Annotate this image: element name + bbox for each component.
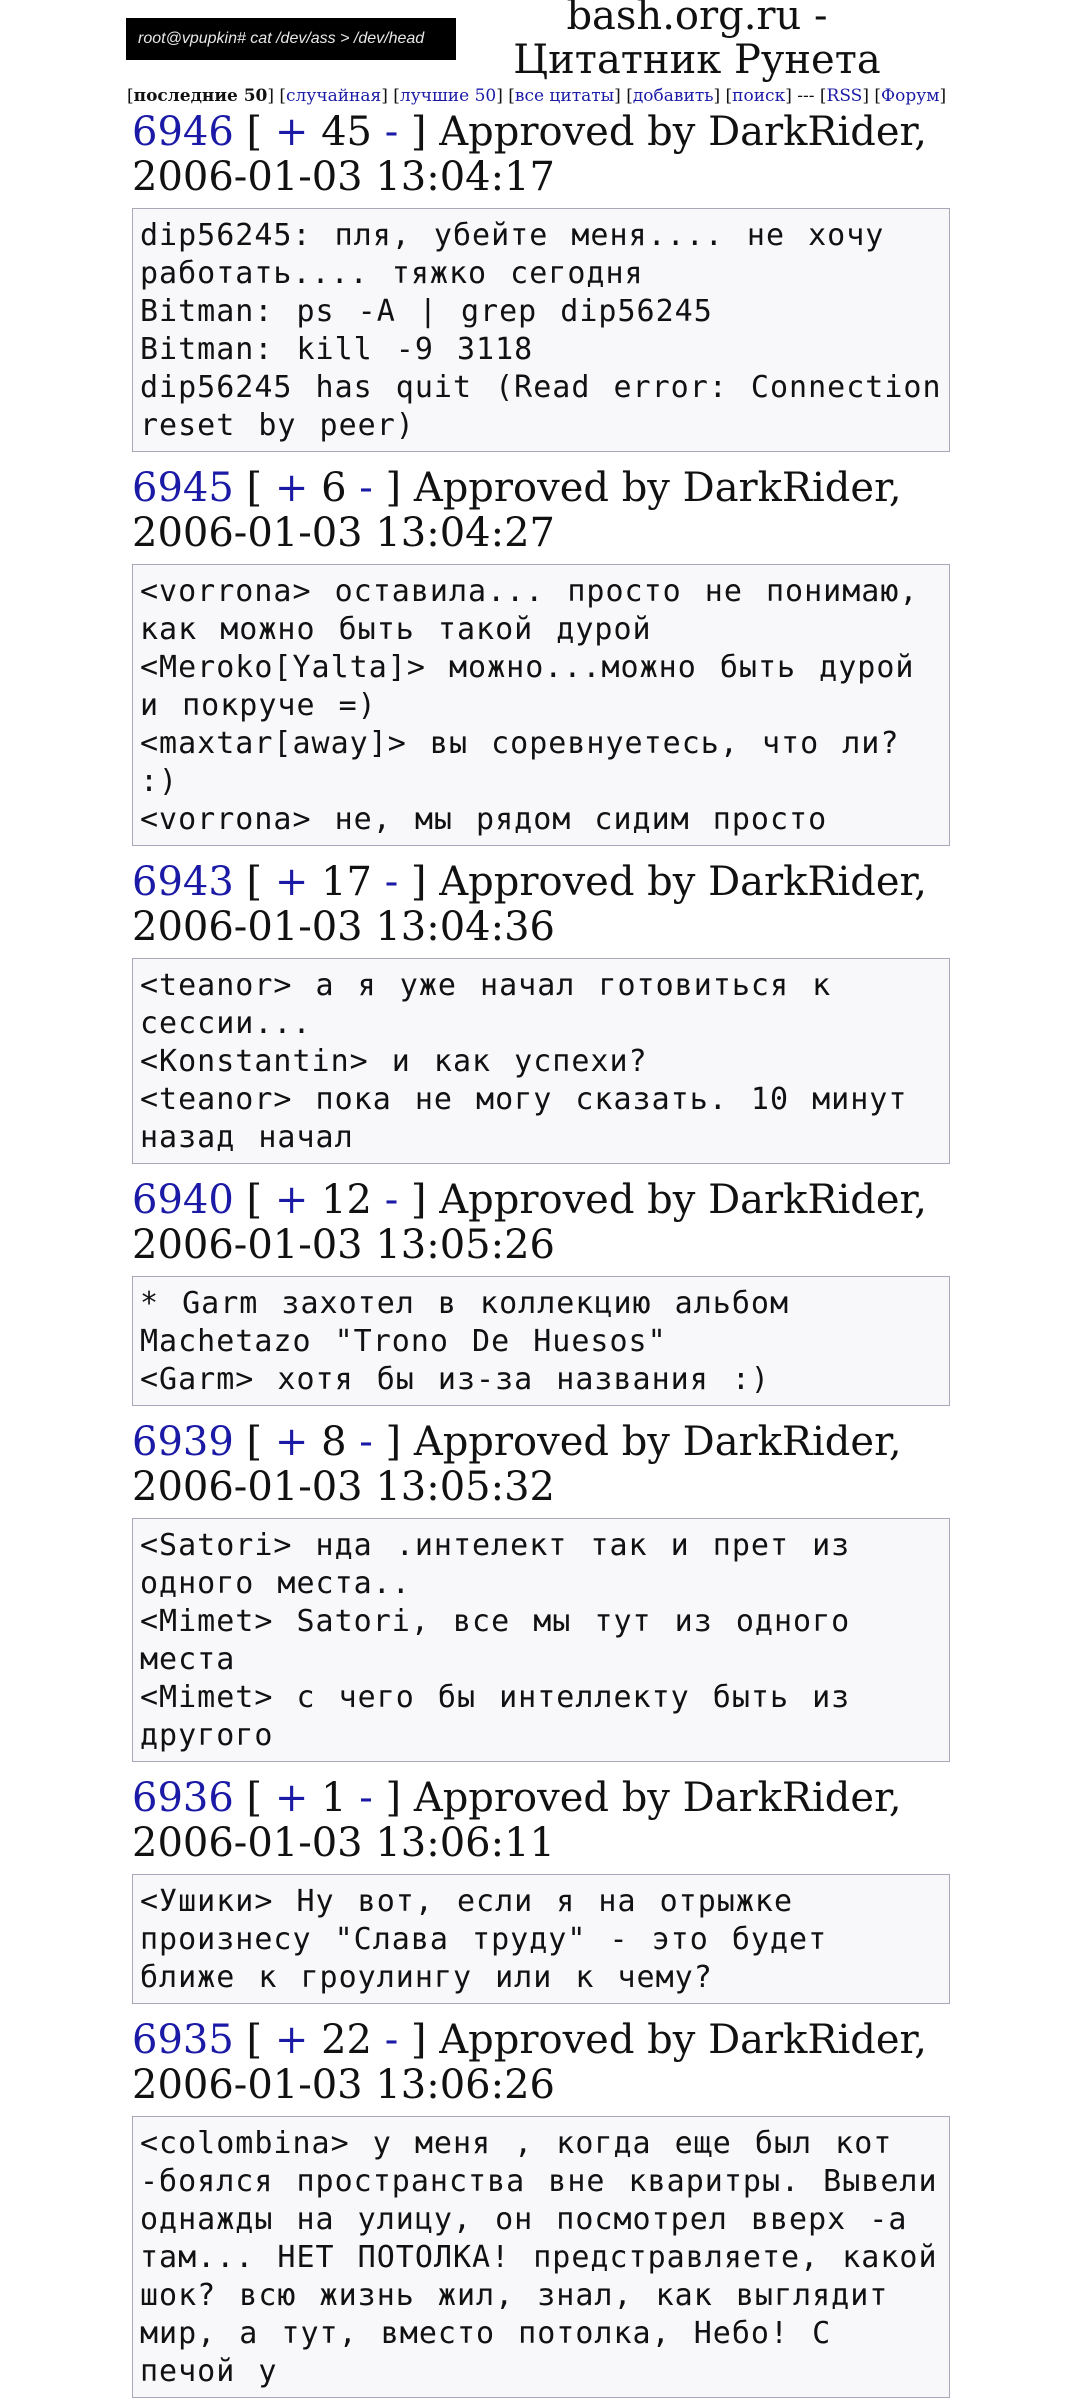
quote-id-link[interactable]: 6936 [132,1775,234,1821]
quote-approved: Approved by DarkRider, 2006-01-03 13:05:32 [132,1419,902,1510]
quote-id-link[interactable]: 6935 [132,2017,234,2063]
quote-line: <teanor> пока не могу сказать. 10 минут назад начал [140,1082,908,1155]
quote-id-link[interactable]: 6946 [132,109,234,155]
vote-down-button[interactable]: - [359,1775,373,1821]
nav-rss-link[interactable]: RSS [826,86,863,106]
quote-approved: Approved by DarkRider, 2006-01-03 13:06:26 [132,2017,927,2108]
quote-header: 6943 [ + 17 - ] Approved by DarkRider, 2006-01-03 13:04:36 [132,859,927,950]
quote-id-link[interactable]: 6945 [132,465,234,511]
nav-all-link[interactable]: все цитаты [514,86,615,106]
quote-id-link[interactable]: 6939 [132,1419,234,1465]
nav-latest: последние 50 [133,86,268,106]
nav-forum-link[interactable]: Форум [881,86,940,106]
quote-line: dip56245 has quit (Read error: Connection reset by peer) [140,370,942,443]
quote-item [132,110,948,452]
nav-random-link[interactable]: случайная [286,86,382,106]
site-title: bash.org.ru - Цитатник Рунета [513,0,881,83]
vote-down-button[interactable]: - [384,859,399,905]
quote-line: dip56245: пля, убейте меня.... не хочу работать.... тяжко сегодня [140,218,885,291]
vote-down-button[interactable]: - [384,2017,399,2063]
quote-line: * Garm захотел в коллекцию альбом Machetazo "Trono De Huesos" [140,1286,790,1359]
quote-text-box [132,1874,950,2004]
quote-score: 17 [321,859,372,905]
quote-header: 6935 [ + 22 - ] Approved by DarkRider, 2006-01-03 13:06:26 [132,2017,927,2108]
quote-line: <vorrona> оставила... просто не понимаю, как можно быть такой дурой [140,574,919,647]
quote-text-box [132,958,950,1164]
quote-header: 6939 [ + 8 - ] Approved by DarkRider, 2006-01-03 13:05:32 [132,1419,902,1510]
site-logo[interactable]: root@vpupkin# cat /dev/ass > /dev/head [126,18,456,60]
content [127,0,948,2398]
quote-score: 45 [321,109,372,155]
vote-up-button[interactable]: + [274,1419,309,1465]
quote-line: <Satori> нда .интелект так и прет из одного места.. [140,1528,851,1601]
quote-text-box [132,208,950,452]
quote-line: <teanor> а я уже начал готовиться к сессии... [140,968,832,1041]
vote-down-button[interactable]: - [359,465,373,511]
quote-item [132,1776,948,2004]
quote-header: 6940 [ + 12 - ] Approved by DarkRider, 2006-01-03 13:05:26 [132,1177,927,1268]
quote-item [132,1420,948,1762]
quote-item [132,2018,948,2398]
nav-search-link[interactable]: поиск [732,86,786,106]
vote-up-button[interactable]: + [274,859,309,905]
quote-line: <Ушики> Ну вот, если я на отрыжке произнесу "Слава труду" - это будет ближе к гроулингу или к чему? [140,1884,828,1995]
quote-score: 6 [321,465,347,511]
nav-add-link[interactable]: добавить [632,86,714,106]
quote-header: 6946 [ + 45 - ] Approved by DarkRider, 2006-01-03 13:04:17 [132,109,927,200]
quote-header: 6936 [ + 1 - ] Approved by DarkRider, 2006-01-03 13:06:11 [132,1775,902,1866]
quote-header: 6945 [ + 6 - ] Approved by DarkRider, 2006-01-03 13:04:27 [132,465,902,556]
quote-approved: Approved by DarkRider, 2006-01-03 13:06:11 [132,1775,902,1866]
quote-score: 12 [321,1177,372,1223]
quote-item [132,860,948,1164]
quote-line: <Meroko[Yalta]> можно...можно быть дурой и покруче =) [140,650,915,723]
vote-down-button[interactable]: - [359,1419,373,1465]
quote-approved: Approved by DarkRider, 2006-01-03 13:05:26 [132,1177,927,1268]
vote-up-button[interactable]: + [274,109,309,155]
quote-line: <Garm> хотя бы из-за названия :) [140,1362,770,1397]
quote-score: 1 [321,1775,347,1821]
quote-item [132,1178,948,1406]
quote-score: 8 [321,1419,347,1465]
quote-text-box [132,2116,950,2398]
quote-line: <Konstantin> и как успехи? [140,1044,648,1079]
quote-text-box [132,564,950,846]
quote-approved: Approved by DarkRider, 2006-01-03 13:04:27 [132,465,902,556]
quote-line: <Mimet> Satori, все мы тут из одного места [140,1604,851,1677]
quote-score: 22 [321,2017,372,2063]
quote-text-box [132,1518,950,1762]
vote-down-button[interactable]: - [384,109,399,155]
quote-line: <Mimet> с чего бы интеллекту быть из другого [140,1680,851,1753]
quote-item [132,466,948,846]
nav-bar: [последние 50] [случайная] [лучшие 50] [все цитаты] [добавить] [поиск] --- [RSS] [Форум] [127,86,947,106]
quote-text-box [132,1276,950,1406]
header [127,0,948,106]
quote-list [132,110,948,2398]
vote-up-button[interactable]: + [274,2017,309,2063]
vote-down-button[interactable]: - [384,1177,399,1223]
quote-id-link[interactable]: 6940 [132,1177,234,1223]
quote-line: <colombina> у меня , когда еще был кот -боялся пространства вне кваритры. Вывели однажды на улицу, он посмотрел вверх -а там... НЕТ ПОТОЛКА! предстравляете, какой шок? всю жизнь жил, знал, как выглядит мир, а тут, вместо потолка, Небо! С печой у [140,2126,938,2389]
vote-up-button[interactable]: + [274,1177,309,1223]
quote-id-link[interactable]: 6943 [132,859,234,905]
quote-line: <vorrona> не, мы рядом сидим просто [140,802,828,837]
quote-line: Bitman: kill -9 3118 [140,332,534,367]
quote-approved: Approved by DarkRider, 2006-01-03 13:04:36 [132,859,927,950]
nav-best-link[interactable]: лучшие 50 [399,86,497,106]
vote-up-button[interactable]: + [274,465,309,511]
vote-up-button[interactable]: + [274,1775,309,1821]
quote-line: <maxtar[away]> вы соревнуетесь, что ли? :) [140,726,900,799]
quote-line: Bitman: ps -A | grep dip56245 [140,294,713,329]
quote-approved: Approved by DarkRider, 2006-01-03 13:04:17 [132,109,927,200]
nav-separator: --- [797,86,815,106]
